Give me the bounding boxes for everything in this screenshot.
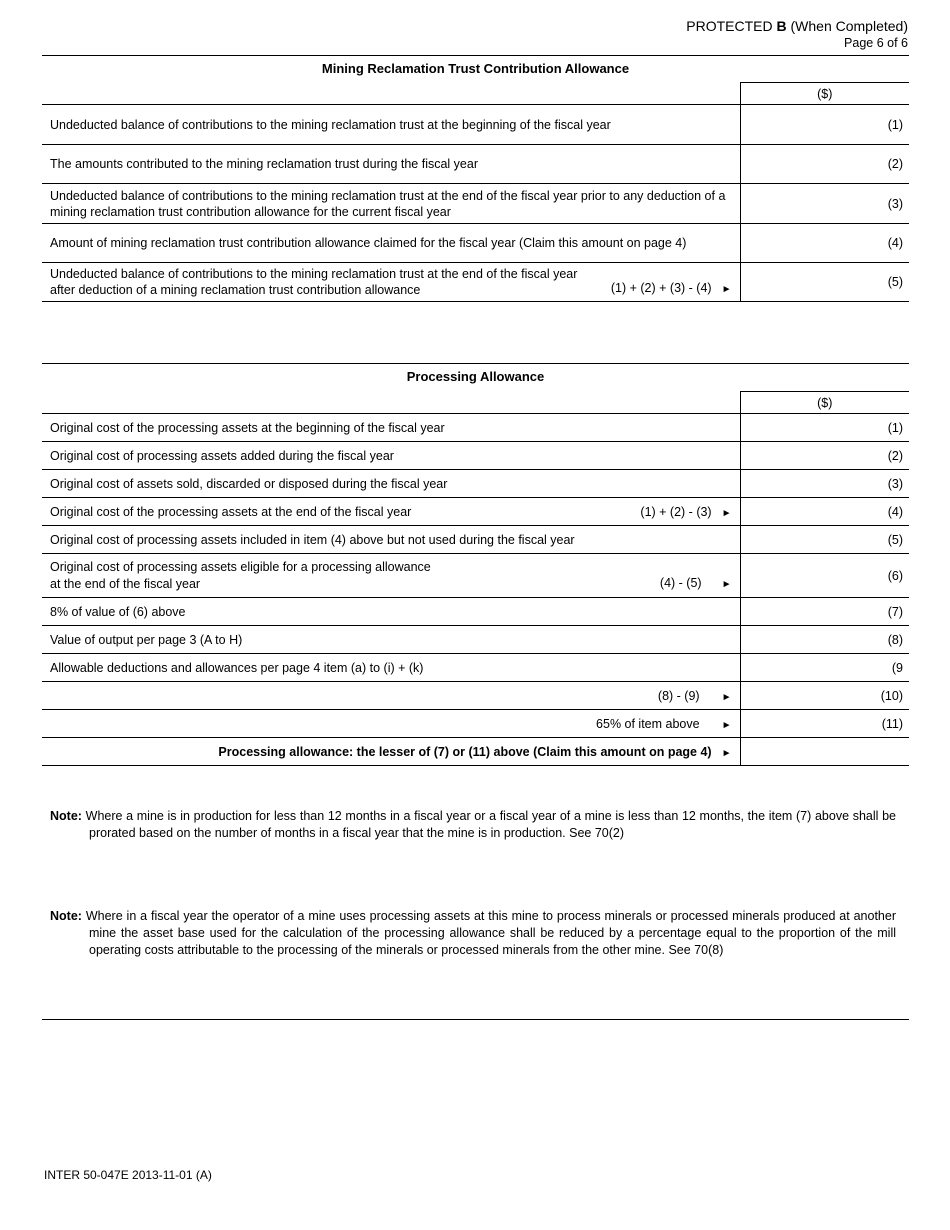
processing-table bbox=[42, 391, 909, 766]
amount-field[interactable]: (6) bbox=[740, 554, 909, 598]
section-title: Mining Reclamation Trust Contribution Allowance bbox=[321, 61, 630, 76]
table-row: Amount of mining reclamation trust contribution allowance claimed for the fiscal year (Claim this amount on page 4) (4) bbox=[42, 224, 909, 263]
page-header bbox=[686, 18, 908, 52]
arrow-icon: ► bbox=[721, 691, 732, 703]
final-total-label: Processing allowance: the lesser of (7) or (11) above (Claim this amount on page 4) bbox=[218, 744, 712, 759]
table-row: Allowable deductions and allowances per page 4 item (a) to (i) + (k) (9 bbox=[42, 654, 909, 682]
amount-field[interactable]: (7) bbox=[740, 598, 909, 626]
mining-table bbox=[42, 82, 909, 302]
amount-field[interactable]: (5) bbox=[740, 263, 909, 302]
arrow-icon: ► bbox=[721, 507, 732, 519]
table-row: (8) - (9) ► (10) bbox=[42, 682, 909, 710]
processing-section bbox=[42, 367, 909, 766]
divider bbox=[42, 363, 909, 364]
amount-field[interactable]: (10) bbox=[740, 682, 909, 710]
table-row: Undeducted balance of contributions to the mining reclamation trust at the end of the fiscal year prior to any deduction of a mining reclamation trust contribution allowance for the current fiscal year (3) bbox=[42, 184, 909, 224]
divider bbox=[42, 1019, 909, 1020]
amount-field[interactable]: (5) bbox=[740, 526, 909, 554]
table-row: Original cost of processing assets eligible for a processing allowance at the end of the fiscal year (4) - (5) ► (6) bbox=[42, 554, 909, 598]
amount-field[interactable]: (1) bbox=[740, 105, 909, 145]
amount-field[interactable]: (3) bbox=[740, 470, 909, 498]
table-row bbox=[42, 738, 909, 766]
arrow-icon: ► bbox=[721, 578, 732, 590]
mining-section bbox=[42, 60, 909, 302]
amount-field[interactable]: (4) bbox=[740, 498, 909, 526]
divider bbox=[42, 55, 909, 56]
table-row: 65% of item above ► (11) bbox=[42, 710, 909, 738]
table-row: Original cost of the processing assets at the beginning of the fiscal year (1) bbox=[42, 414, 909, 442]
note: Note: Where in a fiscal year the operator of a mine uses processing assets at this mine to process minerals or processed minerals produced at another mine the asset base used for the calculation of the processing allowance shall be reduced by a percentage equal to the proportion of the mill operating costs attributable to the processing of the minerals or processed minerals from the other mine. See 70(8) bbox=[50, 909, 896, 957]
amount-field[interactable]: (11) bbox=[740, 710, 909, 738]
table-row: Original cost of processing assets included in item (4) above but not used during the fiscal year (5) bbox=[42, 526, 909, 554]
arrow-icon: ► bbox=[721, 284, 732, 295]
table-row: Original cost of processing assets added during the fiscal year (2) bbox=[42, 442, 909, 470]
protected-label: PROTECTED B (When Completed) bbox=[686, 18, 908, 34]
table-row: 8% of value of (6) above (7) bbox=[42, 598, 909, 626]
table-row: Original cost of the processing assets at the end of the fiscal year (1) + (2) - (3) ► (4) bbox=[42, 498, 909, 526]
arrow-icon: ► bbox=[721, 747, 732, 759]
table-row: Undeducted balance of contributions to the mining reclamation trust at the end of the fiscal year after deduction of a mining reclamation trust contribution allowance (1) + (2) + (3) - (4) ► (5) bbox=[42, 263, 909, 302]
amount-field[interactable]: (2) bbox=[740, 145, 909, 184]
arrow-icon: ► bbox=[721, 719, 732, 731]
form-identifier: INTER 50-047E 2013-11-01 (A) bbox=[44, 1168, 212, 1182]
amount-field[interactable]: (9 bbox=[740, 654, 909, 682]
section-title: Processing Allowance bbox=[406, 369, 545, 384]
page-number: Page 6 of 6 bbox=[844, 36, 908, 50]
note: Note: Where a mine is in production for less than 12 months in a fiscal year or a fiscal year of a mine is less than 12 months, the item (7) above shall be prorated based on the number of months in a fiscal year that the mine is in production. See 70(2) bbox=[50, 809, 896, 840]
amount-field[interactable]: (3) bbox=[740, 184, 909, 224]
currency-header: ($) bbox=[740, 392, 909, 414]
amount-field[interactable]: (8) bbox=[740, 626, 909, 654]
table-row: Undeducted balance of contributions to the mining reclamation trust at the beginning of the fiscal year (1) bbox=[42, 105, 909, 145]
amount-field[interactable]: (4) bbox=[740, 224, 909, 263]
currency-header: ($) bbox=[740, 83, 909, 105]
table-row: The amounts contributed to the mining reclamation trust during the fiscal year (2) bbox=[42, 145, 909, 184]
table-row: Original cost of assets sold, discarded or disposed during the fiscal year (3) bbox=[42, 470, 909, 498]
table-row: Value of output per page 3 (A to H) (8) bbox=[42, 626, 909, 654]
processing-allowance-field[interactable] bbox=[740, 738, 909, 766]
amount-field[interactable]: (1) bbox=[740, 414, 909, 442]
amount-field[interactable]: (2) bbox=[740, 442, 909, 470]
